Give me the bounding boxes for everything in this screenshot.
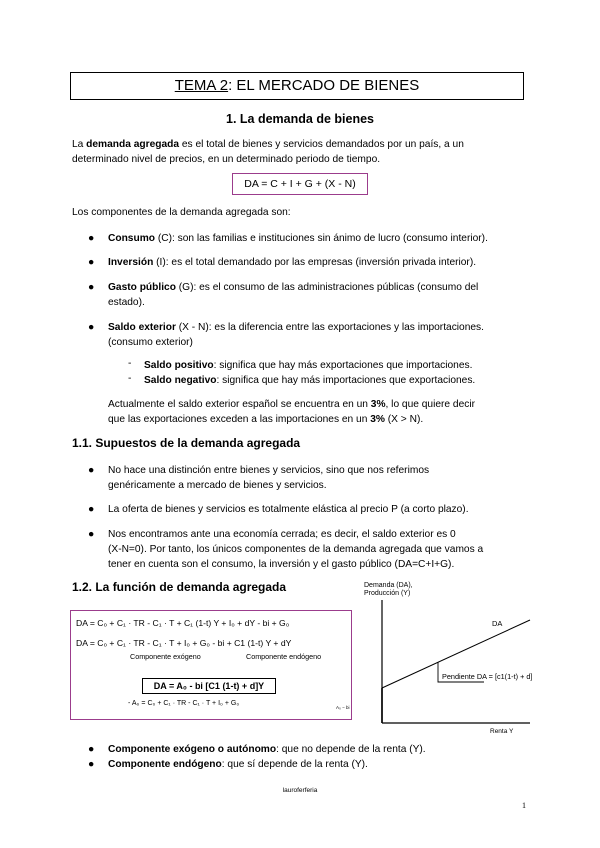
supuesto-line: Nos encontramos ante una economía cerrada; es decir, el saldo exterior es 0 <box>108 529 456 540</box>
supuesto-3 <box>108 527 528 572</box>
sub-bold: Saldo negativo <box>144 375 217 386</box>
component-text: (X - N): es la diferencia entre las exportaciones y las importaciones. <box>175 322 484 333</box>
sub-bold: Saldo positivo <box>144 360 214 371</box>
bullet-endogeno <box>108 757 528 772</box>
components-intro: Los componentes de la demanda agregada son: <box>72 207 291 218</box>
bullet-text: : que no depende de la renta (Y). <box>276 744 426 755</box>
bullet-icon: ● <box>88 758 95 770</box>
actual-line2-post: (X > N). <box>384 414 424 425</box>
bullet-icon: ● <box>88 464 95 476</box>
component-bold: Inversión <box>108 257 154 268</box>
formula-line-1: DA = C₀ + C₁ · TR - C₁ · T + C₁ (1-t) Y + I₀ + dY - bi + G₀ <box>76 618 290 628</box>
formula-line-2: DA = C₀ + C₁ · TR - C₁ · T + I₀ + G₀ - bi + C1 (1-t) Y + dY <box>76 638 292 648</box>
saldo-negativo <box>144 373 524 388</box>
sub-text: : significa que hay más importaciones que exportaciones. <box>216 375 476 386</box>
bullet-icon: ● <box>88 528 95 540</box>
footer-watermark: lauroferferia <box>282 787 318 794</box>
sub-text: : significa que hay más exportaciones que importaciones. <box>213 360 473 371</box>
saldo-positivo <box>144 358 524 373</box>
supuesto-line: No hace una distinción entre bienes y servicios, sino que nos referimos <box>108 465 430 476</box>
actual-bold2: 3% <box>370 414 385 425</box>
section-1-heading: 1. La demanda de bienes <box>226 112 374 126</box>
title-rest: : EL MERCADO DE BIENES <box>228 77 420 94</box>
component-saldo <box>108 320 528 350</box>
supuesto-line: (X-N=0). Por tanto, los únicos componentes de la demanda agregada que vamos a <box>108 544 484 555</box>
dash-marker: - <box>128 358 132 369</box>
component-line2: estado). <box>108 297 145 308</box>
da-formula-box: DA = C + I + G + (X - N) <box>232 173 368 195</box>
actual-bold1: 3% <box>370 399 386 410</box>
bullet-icon: ● <box>88 232 95 244</box>
actual-pre: Actualmente el saldo exterior español se encuentra en un <box>108 399 371 410</box>
component-text: (I): es el total demandado por las empresas (inversión privada interior). <box>153 257 477 268</box>
graph-intercept-label: A₀ − bi <box>336 705 350 710</box>
dash-marker: - <box>128 373 132 384</box>
bullet-icon: ● <box>88 503 95 515</box>
actual-post: , lo que quiere decir <box>385 399 475 410</box>
da-graph <box>336 578 536 738</box>
supuesto-1 <box>108 463 528 493</box>
formula-box-summary: DA = A₀ - bi [C1 (1-t) + d]Y <box>142 678 276 694</box>
intro-line2: determinado nivel de precios, en un determinado periodo de tiempo. <box>72 154 381 165</box>
bullet-exogeno <box>108 742 528 757</box>
component-bold: Gasto público <box>108 282 176 293</box>
label-endogeno: Componente endógeno <box>246 652 322 661</box>
graph-xlabel: Renta Y <box>490 728 514 735</box>
section-1-2-heading: 1.2. La función de demanda agregada <box>72 580 287 594</box>
component-inversion <box>108 255 528 270</box>
intro-bold: demanda agregada <box>86 139 180 150</box>
graph-curve-label: DA <box>492 619 503 628</box>
bullet-bold: Componente exógeno o autónomo <box>108 744 277 755</box>
supuesto-line: genéricamente a mercado de bienes y servicios. <box>108 480 327 491</box>
intro-post: es el total de bienes y servicios demandados por un país, a un <box>179 139 464 150</box>
bullet-icon: ● <box>88 743 95 755</box>
component-consumo <box>108 231 528 246</box>
component-line2: (consumo exterior) <box>108 337 193 348</box>
bullet-icon: ● <box>88 256 95 268</box>
component-bold: Consumo <box>108 233 155 244</box>
section-1-1-heading: 1.1. Supuestos de la demanda agregada <box>72 436 301 450</box>
supuesto-line: tener en cuenta son el consumo, la inversión y el gasto público (DA=C+I+G). <box>108 559 455 570</box>
intro-pre: La <box>72 139 87 150</box>
bullet-icon: ● <box>88 321 95 333</box>
actual-paragraph <box>108 397 528 427</box>
title-prefix: TEMA 2 <box>174 77 229 94</box>
document-title <box>70 72 524 100</box>
label-exogeno: Componente exógeno <box>130 652 201 661</box>
supuesto-2: La oferta de bienes y servicios es totalmente elástica al precio P (a corto plazo). <box>108 504 469 515</box>
bullet-bold: Componente endógeno <box>108 759 222 770</box>
bullet-text: : que sí depende de la renta (Y). <box>221 759 368 770</box>
component-gasto <box>108 280 528 310</box>
formula-a0: - A₀ = C₀ + C₁ · TR - C₁ · T + I₀ + G₀ <box>128 700 240 707</box>
component-text: (C): son las familias e instituciones sin ánimo de lucro (consumo interior). <box>154 233 488 244</box>
component-bold: Saldo exterior <box>108 322 176 333</box>
intro-paragraph <box>72 137 532 167</box>
bullet-icon: ● <box>88 281 95 293</box>
graph-ylabel-1: Demanda (DA), <box>364 582 413 589</box>
actual-line2-pre: que las exportaciones exceden a las importaciones en un <box>108 414 371 425</box>
component-text: (G): es el consumo de las administraciones públicas (consumo del <box>175 282 479 293</box>
graph-slope-label: Pendiente DA = [c1(1-t) + d] <box>442 672 533 681</box>
graph-ylabel-2: Producción (Y) <box>364 590 411 597</box>
page-number: 1 <box>522 801 526 810</box>
